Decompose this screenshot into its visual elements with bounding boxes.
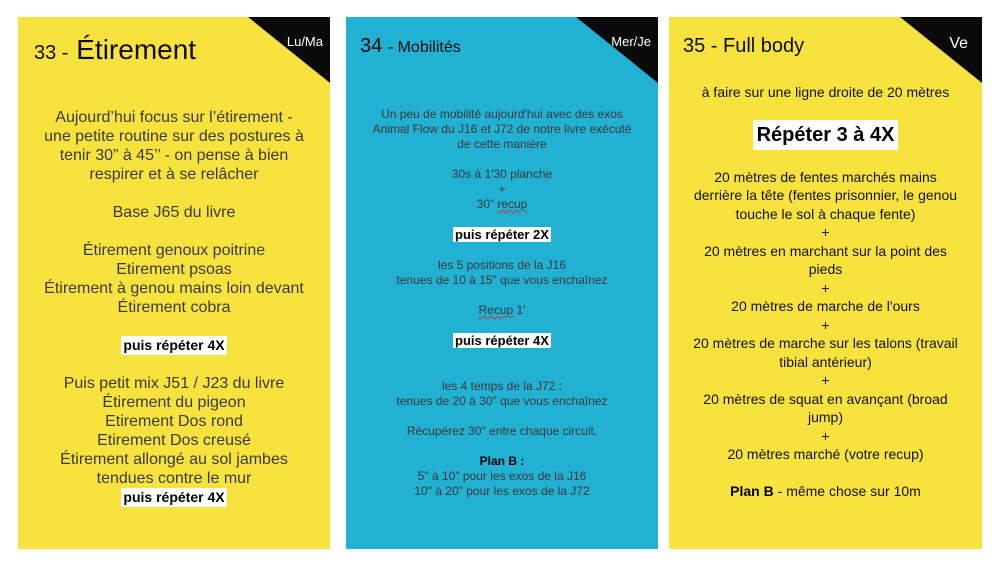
intro-line: Un peu de mobilité aujourd'hui avec des exos — [381, 107, 623, 121]
j16-line: les 5 positions de la J16 — [437, 258, 567, 272]
exercise-line: 20 mètres marché (votre recup) — [727, 446, 924, 462]
intro-line: Aujourd’hui focus sur l’étirement - — [55, 109, 293, 126]
card-body — [356, 107, 648, 499]
stretch-item: Étirement à genou mains loin devant — [44, 280, 304, 297]
planb-line: 5" à 10" pour les exos de la J16 — [417, 469, 587, 483]
repeat-badge: puis répéter 4X — [123, 489, 225, 505]
card-body — [679, 83, 972, 500]
stretch-item: Étirement du pigeon — [102, 394, 246, 411]
stretch-item: Étirement cobra — [117, 299, 231, 316]
stretch-item: Etirement Dos rond — [105, 413, 243, 430]
base-line: Base J65 du livre — [112, 204, 236, 221]
card-number: 34 — [360, 35, 383, 57]
stretch-item: Étirement allongé au sol jambes — [60, 451, 288, 468]
intro-line: à faire sur une ligne droite de 20 mètres — [701, 84, 950, 100]
intro-line: respirer et à se relâcher — [89, 166, 259, 183]
repeat-badge: puis répéter 4X — [123, 337, 225, 353]
day-corner — [900, 17, 982, 83]
recup-line: 30” recup — [476, 197, 528, 211]
intro-line: Animal Flow du J16 et J72 de notre livre exécuté — [372, 122, 632, 136]
repeat-badge: puis répéter 2X — [455, 227, 549, 242]
exercise-line: 20 mètres de marche de l'ours — [731, 298, 920, 314]
planb-label: Plan B : — [479, 454, 525, 468]
mix-line: Puis petit mix J51 / J23 du livre — [63, 375, 285, 392]
card-title-text: - Mobilités — [387, 39, 461, 56]
exercise-line: tibial antérieur) — [779, 353, 872, 370]
day-label: Mer/Je — [611, 34, 651, 49]
exercise-line: pieds — [808, 261, 843, 277]
exercise-line: 20 mètres de fentes marchés mains — [714, 168, 937, 185]
recup-line: Recup 1' — [478, 303, 526, 317]
stretch-item: Etirement psoas — [116, 261, 232, 278]
exercise-line: touche le sol à chaque fente) — [735, 205, 916, 222]
intro-line: tenir 30” à 45’’ - on pense à bien — [59, 147, 289, 164]
plus-sign: + — [821, 316, 830, 333]
day-corner — [576, 17, 658, 83]
card-mobilites — [346, 17, 658, 549]
day-label: Lu/Ma — [286, 34, 323, 49]
plus-sign: + — [821, 427, 830, 444]
planb-line: Plan B - même chose sur 10m — [730, 482, 921, 499]
j72-line: les 4 temps de la J72 : — [441, 379, 563, 393]
card-title — [34, 34, 196, 66]
repeat-badge: Répéter 3 à 4X — [753, 120, 899, 150]
repeat-badge: puis répéter 4X — [455, 333, 549, 348]
card-number: 33 - — [34, 42, 69, 64]
stretch-item: tendues contre le mur — [96, 470, 252, 487]
plus-sign: + — [821, 224, 830, 240]
exercise-line: 20 mètres de squat en avançant (broad — [703, 390, 948, 407]
intro-line: une petite routine sur des postures à — [44, 128, 304, 145]
card-full-body — [669, 17, 982, 549]
plus-sign: + — [498, 182, 506, 196]
card-etirement — [18, 17, 330, 549]
stretch-item: Etirement Dos creusé — [97, 432, 251, 449]
exercise-line: derrière la tête (fentes prisonnier, le genou — [693, 187, 958, 203]
planb-label: Plan B — [730, 482, 774, 499]
card-body — [28, 108, 320, 507]
intro-line: de cette manière — [457, 137, 547, 151]
card-title: 35 - Full body — [683, 35, 805, 57]
exercise-line: 20 mètres de marche sur les talons (travail — [693, 335, 958, 351]
day-label: Ve — [949, 35, 968, 52]
day-corner — [248, 17, 330, 83]
j72-line: tenues de 20 à 30" que vous enchaînez — [396, 394, 608, 408]
plank-line: 30s à 1'30 planche — [451, 167, 553, 181]
j16-line: tenues de 10 à 15" que vous enchaînez — [396, 273, 608, 287]
circuit-line: Récupérez 30" entre chaque circuit. — [406, 424, 598, 438]
exercise-line: 20 mètres en marchant sur la point des — [704, 242, 947, 259]
plus-sign: + — [821, 279, 830, 296]
exercise-line: jump) — [807, 409, 843, 425]
planb-line: 10" à 20" pour les exos de la J72 — [414, 484, 590, 498]
card-title-text: Étirement — [76, 34, 197, 65]
card-title — [360, 35, 461, 58]
plus-sign: + — [821, 372, 830, 388]
stretch-item: Étirement genoux poitrine — [82, 242, 266, 259]
